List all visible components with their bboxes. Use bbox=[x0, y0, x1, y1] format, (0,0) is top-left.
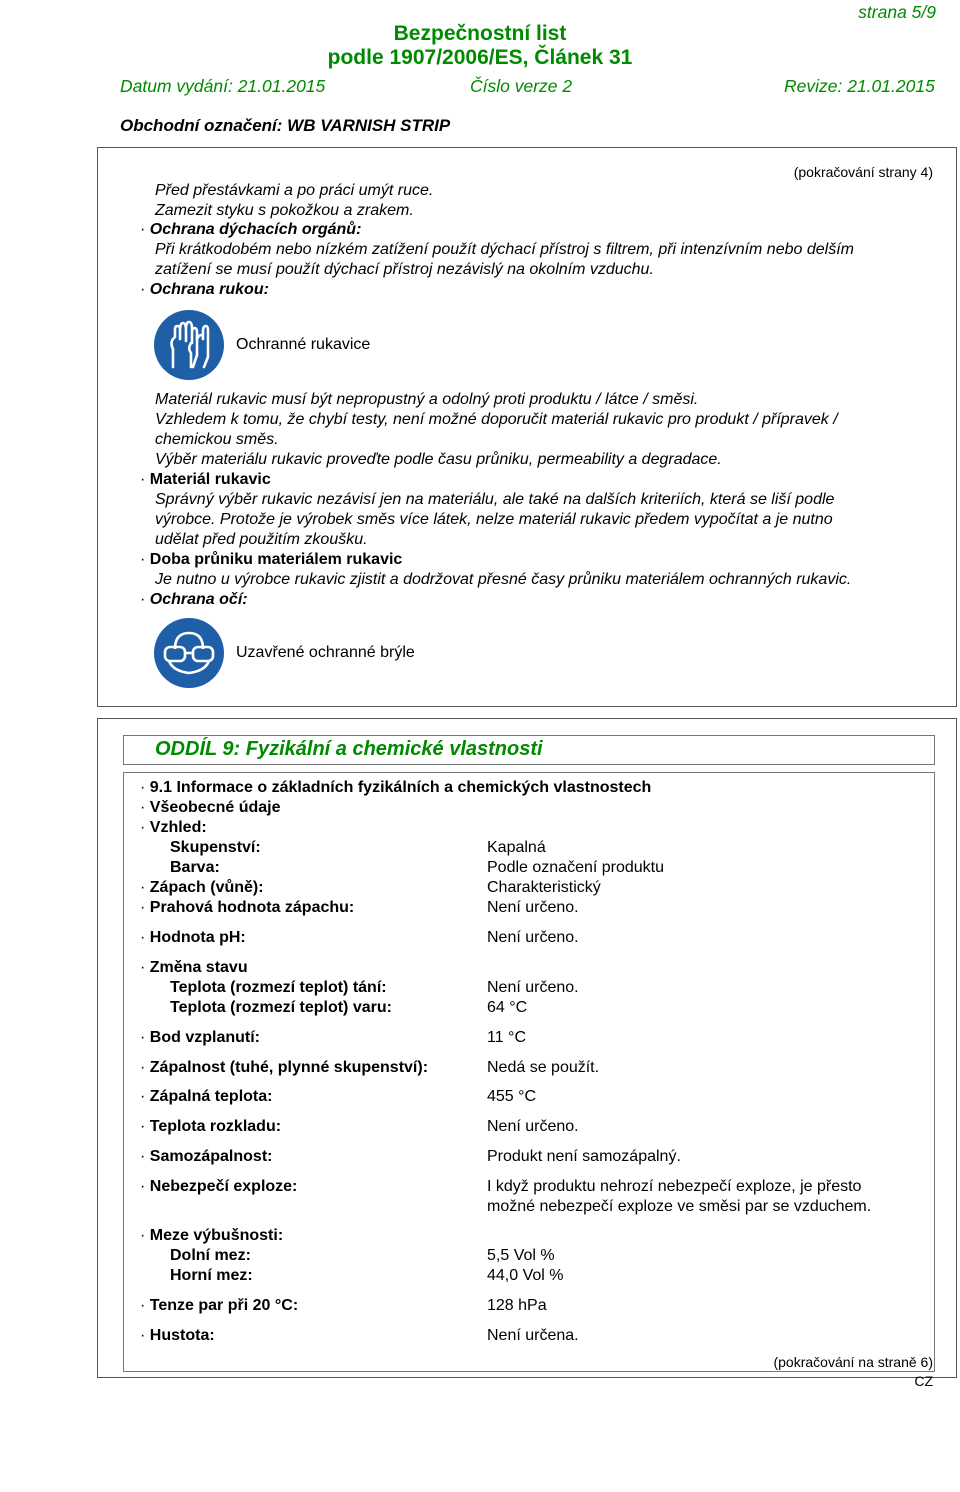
breakthrough-text: Je nutno u výrobce rukavic zjistit a dodržovat přesné časy průniku materiálem ochranných rukavic. bbox=[155, 571, 852, 588]
property-value: Produkt není samozápalný. bbox=[487, 1148, 681, 1165]
property-value: 44,0 Vol % bbox=[487, 1267, 564, 1284]
glove-material-text: Vzhledem k tomu, že chybí testy, není možné doporučit materiál rukavic pro produkt / přípravek / bbox=[155, 411, 838, 428]
hand-protection-title: · Ochrana rukou: bbox=[140, 280, 269, 300]
info-title: · 9.1 Informace o základních fyzikálních a chemických vlastnostech bbox=[140, 778, 651, 798]
respiratory-text: Při krátkodobém nebo nízkém zatížení použít dýchací přístroj s filtrem, při intenzívním nebo delším bbox=[155, 241, 854, 258]
material-text: výrobce. Protože je výrobek směs více látek, nelze materiál rukavic předem vypočítat a je nutno bbox=[155, 511, 833, 528]
property-value: 11 °C bbox=[487, 1029, 527, 1046]
page-number: strana 5/9 bbox=[858, 2, 936, 22]
continued-from: (pokračování strany 4) bbox=[793, 164, 933, 180]
property-value: Není určeno. bbox=[487, 899, 579, 916]
property-value: Není určeno. bbox=[487, 979, 579, 996]
breakthrough-title: · Doba průniku materiálem rukavic bbox=[140, 550, 402, 570]
property-label: Dolní mez: bbox=[170, 1247, 251, 1264]
goggles-icon bbox=[153, 617, 225, 689]
property-label: · Samozápalnost: bbox=[140, 1147, 272, 1167]
document-subtitle: podle 1907/2006/ES, Článek 31 bbox=[327, 46, 633, 69]
property-label: Teplota (rozmezí teplot) tání: bbox=[170, 979, 387, 996]
property-value: Není určena. bbox=[487, 1327, 579, 1344]
property-value: Charakteristický bbox=[487, 879, 601, 896]
gloves-icon bbox=[153, 309, 225, 381]
property-label: · Nebezpečí exploze: bbox=[140, 1177, 297, 1197]
revision-date: Revize: 21.01.2015 bbox=[784, 76, 935, 96]
property-label: · Zápalnost (tuhé, plynné skupenství): bbox=[140, 1058, 428, 1078]
material-title: · Materiál rukavic bbox=[140, 470, 271, 490]
document-title: Bezpečnostní list bbox=[393, 22, 567, 45]
continued-to: (pokračování na straně 6) bbox=[773, 1354, 933, 1370]
property-label: · Teplota rozkladu: bbox=[140, 1117, 281, 1137]
property-value: 128 hPa bbox=[487, 1297, 547, 1314]
language-code: CZ bbox=[914, 1373, 933, 1389]
goggles-label: Uzavřené ochranné brýle bbox=[236, 644, 415, 661]
property-value: I když produktu nehrozí nebezpečí exploze, je přesto bbox=[487, 1178, 862, 1195]
property-label: Horní mez: bbox=[170, 1267, 253, 1284]
property-label: Barva: bbox=[170, 859, 220, 876]
general-info: · Všeobecné údaje bbox=[140, 798, 281, 818]
material-text: udělat před použitím zkoušku. bbox=[155, 531, 368, 548]
property-label: · Hodnota pH: bbox=[140, 928, 246, 948]
property-label: Teplota (rozmezí teplot) varu: bbox=[170, 999, 392, 1016]
respiratory-text: zatížení se musí použít dýchací přístroj nezávislý na okolním vzduchu. bbox=[155, 261, 654, 278]
hygiene-line: Zamezit styku s pokožkou a zrakem. bbox=[155, 202, 414, 219]
glove-material-text: Materiál rukavic musí být nepropustný a odolný proti produktu / látce / směsi. bbox=[155, 391, 699, 408]
issue-date: Datum vydání: 21.01.2015 bbox=[120, 76, 326, 96]
property-value: možné nebezpečí exploze ve směsi par se vzduchem. bbox=[487, 1198, 872, 1215]
property-label: · Zápach (vůně): bbox=[140, 878, 264, 898]
property-value: 64 °C bbox=[487, 999, 528, 1016]
gloves-label: Ochranné rukavice bbox=[236, 336, 371, 353]
section9-heading: ODDÍL 9: Fyzikální a chemické vlastnosti bbox=[155, 738, 543, 760]
property-label: · Bod vzplanutí: bbox=[140, 1028, 260, 1048]
property-label: Skupenství: bbox=[170, 839, 261, 856]
property-value: 455 °C bbox=[487, 1088, 537, 1105]
glove-material-text: Výběr materiálu rukavic proveďte podle času průniku, permeability a degradace. bbox=[155, 451, 722, 468]
property-label: · Zápalná teplota: bbox=[140, 1087, 272, 1107]
property-value: Není určeno. bbox=[487, 929, 579, 946]
property-value: Kapalná bbox=[487, 839, 546, 856]
trade-name: Obchodní označení: WB VARNISH STRIP bbox=[120, 116, 451, 135]
glove-material-text: chemickou směs. bbox=[155, 431, 279, 448]
eye-protection-title: · Ochrana očí: bbox=[140, 590, 248, 610]
property-label: · Tenze par při 20 °C: bbox=[140, 1296, 298, 1316]
property-label: · Prahová hodnota zápachu: bbox=[140, 898, 354, 918]
property-value: Podle označení produktu bbox=[487, 859, 665, 876]
property-label: · Hustota: bbox=[140, 1326, 215, 1346]
property-value: Není určeno. bbox=[487, 1118, 579, 1135]
property-label: · Meze výbušnosti: bbox=[140, 1226, 283, 1246]
hygiene-line: Před přestávkami a po práci umýt ruce. bbox=[155, 182, 434, 199]
property-value: Nedá se použít. bbox=[487, 1059, 600, 1076]
respiratory-title: · Ochrana dýchacích orgánů: bbox=[140, 220, 361, 240]
version-number: Číslo verze 2 bbox=[470, 76, 573, 96]
property-value: 5,5 Vol % bbox=[487, 1247, 555, 1264]
material-text: Správný výběr rukavic nezávisí jen na materiálu, ale také na dalších kriteriích, která se liší podle bbox=[155, 491, 835, 508]
appearance-label: · Vzhled: bbox=[140, 818, 207, 838]
property-label: · Změna stavu bbox=[140, 958, 248, 978]
